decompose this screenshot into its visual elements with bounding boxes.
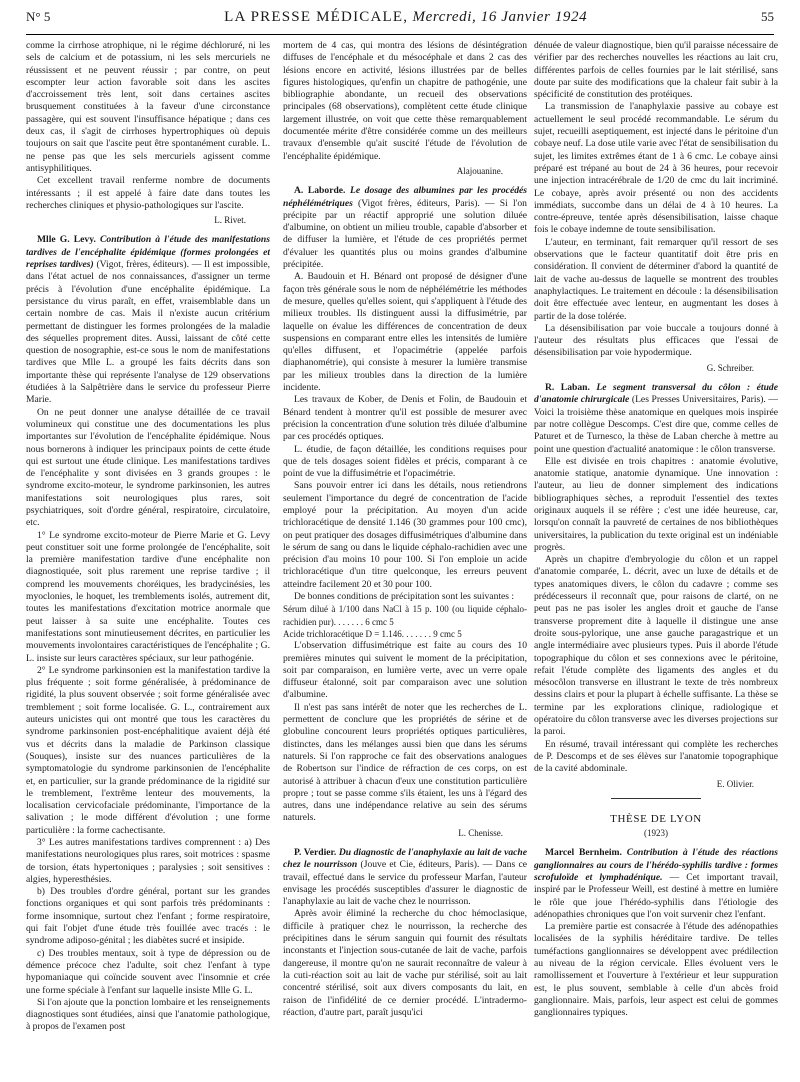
section-year: (1923) [644,828,668,839]
article-publisher: (Vigot frères, éditeurs, Paris). [358,197,480,209]
paragraph: c) Des troubles mentaux, soit à type de dépression ou de démence précoce chez l'adulte, soit chez l'enfant à type hypomaniaque qui coïncide souvent avec l'insomnie et crée une forme spéciale à l'enfant sur laquelle insiste Mlle G. L. [26,947,270,996]
paragraph: 1° Le syndrome excito-moteur de Pierre Marie et G. Levy peut constituer soit une forme prolongée de l'encéphalite, soit la première manifestation tardive d'une encéphalite non diagnostiquée, soit plus rarement une reprise tardive ; il comprend les mouvements choréiques, les bradycinésies, les myoclonies, le hoquet, les tremblements isolés, autrement dit, toutes les manifestations d'excitation motrice anormale que peut laisser à sa suite une encéphalite. Toutes ces manifestations sont minutieusement décrites, en particulier les mouvements involontaires caractéristiques de l'encéphalite ; G. L. insiste sur leurs caractères spéciaux, sur leur pathogénie. [26,529,270,664]
article-author: Marcel Bernheim. [545,847,622,859]
paragraph: Si l'on ajoute que la ponction lombaire et les renseignements diagnostiques sont étudiées, ainsi que l'anatomie pathologique, à propos de l'examen post [26,996,270,1033]
paragraph: Il n'est pas sans intérêt de noter que les recherches de L. permettent de conclure que les propriétés de sérine et de globuline concourent leurs propriétés optiques particulières, distinctes, dans les mélanges aussi bien que dans les sérums naturels. Si l'on rapproche ce fait des observations analogues de Robertson sur l'indice de réfraction de ces corps, on est autorisé à attribuer à chacun d'eux une constitution particulière propre ; tout se passe comme s'ils étaient, les uns à l'égard des autres, dans une indépendance relative au sein des sérums naturels. [283,701,527,824]
article-title: Le dosage des albumines par les procédés néphélémétriques [283,185,527,209]
article-title: Contribution à l'étude des manifestations tardives de l'encéphalite épidémique (formes prolongées et reprises tardives) [26,234,270,271]
signature: G. Schreiber. [706,362,754,373]
paragraph: 2° Le syndrome parkinsonien est la manifestation tardive la plus fréquente ; soit forme généralisée, à prédominance de rigidité, la plus souvent observée ; soit forme généralisée avec tremblement ; soit forme localisée. G. L., contrairement aux auteurs unicistes qui ont montré que tous les caractères du syndrome parkinsonien post-encéphalitique avaient déjà été vus et décrits dans la maladie de Parkinson classique (Souques), insiste sur des nuances particulières de la symptomatologie du syndrome parkinsonien de l'encéphalite et, en particulier, sur la grande prédominance de la rigidité sur le tremblement, l'extrême lenteur des mouvements, la localisation cervicofaciale prédominante, l'importance de la salivation ; le mode différent d'évolution ; une forme particulière : la forme cachectisante. [26,664,270,836]
page-number: 55 [761,9,774,24]
signature: L. Chenisse. [458,827,503,838]
article-author: P. Verdier. [294,847,337,858]
article-publisher: (Jouve et Cie, éditeurs, Paris). [360,859,480,871]
paragraph: Cet excellent travail renferme nombre de documents intéressants ; il est appelé à faire date dans toutes les recherches cliniques et physio-pathologiques sur l'ascite. [26,175,270,211]
section-divider [611,798,701,799]
article-laborde [283,185,527,271]
article-bernheim [534,847,778,921]
paragraph: comme la cirrhose atrophique, ni le régime déchloruré, ni les sels de calcium et de potassium, ni les sels mercuriels ne réussissent et ne peuvent réussir ; par contre, on peut escompter leur action favorable soit dans les ascites d'accroissement très lent, soit dans certaines ascites brusquement constituées à la faveur d'une circonstance passagère, qui est souvent l'insuffisance hépatique ; dans ces deux cas, il s'agit de cirrhoses hypertrophiques où depuis toujours on sait que l'ascite peut être spontanément curable. L. ne pense pas que les sels mercuriels agissent comme antisyphilitiques. [26,40,270,174]
article-body: — Cet important travail, inspiré par le Professeur Weill, est destiné à mettre en lumière le rôle que joue l'hérédo-syphilis dans l'étiologie des adénopathies chroniques que l'on voit survenir chez l'enfant. [534,872,778,920]
article-publisher: (Les Presses Universitaires, Paris). [631,394,766,406]
formula-line: Acide trichloracétique D = 1.146. . . . . . . 9 cmc 5 [283,628,462,639]
paragraph: La première partie est consacrée à l'étude des adénopathies localisées de la syphilis héréditaire tardive. De telles tuméfactions ganglionnaires se développent avec prédilection au niveau de la région cervicale. Elles évoluent vers le ramollissement et l'ouverture à l'extérieur et leur suppuration est, le plus souvent, semblable à celle d'un abcès froid ganglionnaire. Mais, parfois, leur aspect est celui de gommes ganglionnaires typiques. [534,921,778,1019]
paragraph: Elle est divisée en trois chapitres : anatomie évolutive, anatomie statique, anatomie dynamique. Une innovation : l'auteur, au lieu de donner simplement des indications bibliographiques sèches, a reproduit l'essentiel des textes originaux auquels il se réfère ; c'est une idée heureuse, car, lorsqu'on connaît la pauvreté de certaines de nos bibliothèques universitaires, la publication du texte original est un indéniable progrès. [534,455,778,553]
column-3 [534,40,778,1070]
paragraph: Sans pouvoir entrer ici dans les détails, nous retiendrons seulement l'importance du degré de concentration de l'acide employé pour la précipitation. Au moyen d'un acide trichloracétique de densité 1.146 (30 grammes pour 100 cmc), on peut pratiquer des dosages diffusimétriques d'albumine dans le sérum de sang ou dans le liquide céphalo-rachidien avec une précision d'au moins 10 pour 100. Si l'on emploie un acide trichloracétique d'un titre quelconque, les erreurs peuvent atteindre facilement 20 et 30 pour 100. [283,480,527,590]
section-title: THÈSE DE LYON [610,812,702,825]
article-author: R. Laban. [545,382,590,394]
formula-line: Sérum dilué à 1/100 dans NaCl à 15 p. 100 (ou liquide céphalo-rachidien pur). . . . . . . 6 cmc 5 [283,604,527,627]
paragraph: On ne peut donner une analyse détaillée de ce travail volumineux qui constitue une des documentations les plus importantes sur l'évolution de l'encéphalite épidémique. Nous nous bornerons à indiquer les principaux points de cette étude qui est surtout une étude clinique. Les manifestations tardives de l'encéphalite y sont divisées en 3 grands groupes : le syndrome excito-moteur, le syndrome parkinsonien, les autres manifestations soit neurologiques plus rares, soit psychiatriques, soit d'ordre général, respiratoire, circulatoire, etc. [26,406,270,529]
article-title: Le segment transversal du côlon : étude d'anatomie chirurgicale [534,382,778,406]
article-levy [26,234,270,406]
paragraph: L'observation diffusimétrique est faite au cours des 10 premières minutes qui suivent le moment de la précipitation, soit par comparaison, en lumière verte, avec un verre opale diffuseur étalonné, soit par comparaison avec une solution d'albumine. [283,640,527,701]
paragraph: A. Baudouin et H. Bénard ont proposé de désigner d'une façon très générale sous le nom de néphélémétrie les méthodes de mesure, quelles qu'elles soient, qui s'appliquent à l'étude des milieux troubles. Ils distinguent aussi la diffusimétrie, par laquelle on évalue les différences de concentration de deux suspensions en comparant entre elles les intensités de lumière qu'elles diffusent, et l'opacimétrie (appelée parfois diaphanométrie), qui consiste à mesurer la lumière transmise par les milieux troubles dans la direction de la lumière incidente. [283,271,527,394]
paragraph: La désensibilisation par voie buccale a toujours donné à l'auteur des résultats plus efficaces que l'essai de désensibilisation par voie hypodermique. [534,322,778,359]
article-title: Du diagnostic de l'anaphylaxie au lait de vache chez le nourrisson [283,847,527,871]
journal-title [224,9,587,26]
paragraph: L'auteur, en terminant, fait remarquer qu'il ressort de ses observations que le facteur quantitatif doit être pris en considération. Il convient de déterminer d'abord la quantité de lait de vache au-dessus de laquelle se montrent des troubles anaphylactiques. Le traitement en découle : la désensibilisation doit être effectuée avec lenteur, en augmentant les doses à partir de la dose tolérée. [534,236,778,322]
paragraph: La transmission de l'anaphylaxie passive au cobaye est actuellement le seul procédé recommandable. Le sérum du sujet, recueilli aseptiquement, est injecté dans le péritoine d'un cobaye neuf. La dose utile varie avec l'état de sensibilisation du sujet, les limites extrêmes étant de 1 à 6 cmc. Le cobaye ainsi préparé est trépané au bout de 24 à 36 heures, pour recevoir une injection intracérébrale de 1/20 de cmc du lait incriminé. Le cobaye, après avoir présenté ou non des accidents immédiats, succombe dans un délai de 4 à 10 heures. La contre-épreuve, tentée après désensibilisation, laisse chaque fois le cobaye indemne de toute sensibilisation. [534,101,778,236]
article-body: — Si l'on précipite par un réactif approprié une solution diluée d'albumine, on obtient un milieu trouble, capable d'absorber et de diffuser la lumière, et l'étude de ces propriétés permet d'évaluer les quantités plus ou moins grandes d'albumine précipitée. [283,197,527,271]
paragraph: De bonnes conditions de précipitation sont les suivantes : [294,591,515,603]
paragraph: mortem de 4 cas, qui montra des lésions de désintégration diffuses de l'encéphale et du mésocéphale et dans 2 cas des lésions encore en activité, lésions illustrées par de belles figures histologiques, qu'enfin un chapitre de pathogénie, une bibliographie abondante, un recueil des observations principales (68 observations), complètent cette étude clinique largement illustrée, on voit que cette thèse remarquablement documentée mérite d'être considérée comme un des meilleurs travaux d'ensemble qu'ait suscité l'étude de l'évolution de l'encéphalite épidémique. [283,40,527,162]
paragraph: 3° Les autres manifestations tardives comprennent : a) Des manifestations neurologiques plus rares, soit motrices : spasme de torsion, états hypertoniques ; paralysies ; soit sensitives : algies, hyperesthésies. [26,837,270,885]
journal-name: LA PRESSE MÉDICALE, [224,8,409,25]
page-header [0,0,800,34]
paragraph: b) Des troubles d'ordre général, portant sur les grandes fonctions organiques et qui sont parfois très prédominants : forme insomnique, surtout chez l'enfant ; forme respiratoire, qui fait l'objet d'une étude très fouillée avec tracés : le syndrome adiposo-génital ; les diabètes sucré et insipide. [26,886,270,947]
paragraph: En résumé, travail intéressant qui complète les recherches de P. Descomps et de ses élèves sur l'anatomie topographique de la cavité abdominale. [534,738,778,775]
article-body: — Dans ce travail, effectué dans le service du professeur Marfan, l'auteur envisage les procédés susceptibles d'assurer le diagnostic de l'anaphylaxie au lait de vache chez le nourrisson. [283,859,527,908]
signature: E. Olivier. [716,778,754,789]
article-verdier [283,847,527,908]
article-author: Mlle G. Levy. [37,234,96,246]
column-1 [26,40,270,1070]
article-body: — Voici la troisième thèse anatomique en quelques mois inspirée par notre collègue Descomps. C'est dire que, comme celles de Paturet et de Turnesco, la thèse de Laban cherche à mettre au point une question d'actualité anatomique : le côlon transverse. [534,394,778,455]
article-author: A. Laborde. [294,185,346,197]
article-title: Contribution à l'étude des réactions ganglionnaires au cours de l'hérédo-syphilis tardive : formes scrofuloïde et lymphadénique. [534,847,778,883]
header-rule [26,34,774,35]
signature: Alajouanine. [456,165,503,176]
issue-date: Mercredi, 16 Janvier 1924 [412,8,588,25]
paragraph: Les travaux de Kober, de Denis et Folin, de Baudouin et Bénard tendent à montrer qu'il est possible de mesurer avec précision la concentration d'une solution très diluée d'albumine par ces procédés optiques. [283,394,527,443]
article-body: — Il est impossible, dans l'état actuel de nos connaissances, d'assigner un terme précis à l'évolution d'une encéphalite épidémique. La persistance du virus paraît, en effet, vraisemblable dans un certain nombre de cas. Mais il n'existe aucun critérium permettant de distinguer les formes prolongées de la maladie des séquelles proprement dites. Aussi, laissant de côté cette question de nosographie, est-ce sous le nom de manifestations tardives que Mlle L. a groupé les faits décrits dans son importante thèse qui représente l'analyse de 129 observations étudiées à la Salpêtrière dans le service du professeur Pierre Marie. [26,259,270,406]
article-publisher: (Vigot, frères, éditeurs). [96,259,189,271]
paragraph: Après avoir éliminé la recherche du choc hémoclasique, difficile à pratiquer chez le nourrisson, la recherche des précipitines dans le sérum sanguin qui fournit des résultats inconstants et l'injection sous-cutanée de lait de vache, parfois dangereuse, il montre qu'on ne saurait reconnaître de valeur à la cuti-réaction soit au lait de vache pur stérilisé, soit au lait concentré stérilisé, soit aux divers composants du lait, en raison de l'infidélité de ce dernier procédé. L'intradermo-réaction, d'autre part, paraît jusqu'ici [283,908,527,1018]
article-laban [534,382,778,456]
issue-number: N° 5 [26,9,51,24]
paragraph: dénuée de valeur diagnostique, bien qu'il paraisse nécessaire de vérifier par des recherches nouvelles les réactions au lait cru, différentes parfois de celles fournies par le lait stérilisé, sans doute par suite des modifications que la chaleur fait subir à la spécificité de constitution des protéiques. [534,40,778,101]
signature: L. Rivet. [214,215,246,226]
paragraph: L. étudie, de façon détaillée, les conditions requises pour que de tels dosages soient fidèles et précis, comparant à ce point de vue la diffusimétrie et l'opacimétrie. [283,443,527,480]
paragraph: Après un chapitre d'embryologie du côlon et un rappel d'anatomie comparée, L. décrit, avec un luxe de détails et de types anatomiques divers, le côlon du cadavre ; comme ses prédécesseurs il reconnaît que, pour raisons de clarté, on ne peut pas ne pas isoler les angles droit et gauche de l'anse transverse proprement dite à laquelle il distingue une anse droite sous-pylorique, une anse gauche paragastrique et un angle intermédiaire avec plusieurs types. Puis il aborde l'étude topographique du côlon et ses connexions avec le péritoine, refait l'étude complète des ligaments des angles et du mésocôlon transverse en illustrant le texte de très nombreux dessins clairs et pour la plupart à échelle suffisante. La thèse se termine par les explorations clinique, radiologique et opératoire du côlon transverse avec les diverses projections sur la paroi. [534,554,778,738]
column-2 [283,40,527,1070]
